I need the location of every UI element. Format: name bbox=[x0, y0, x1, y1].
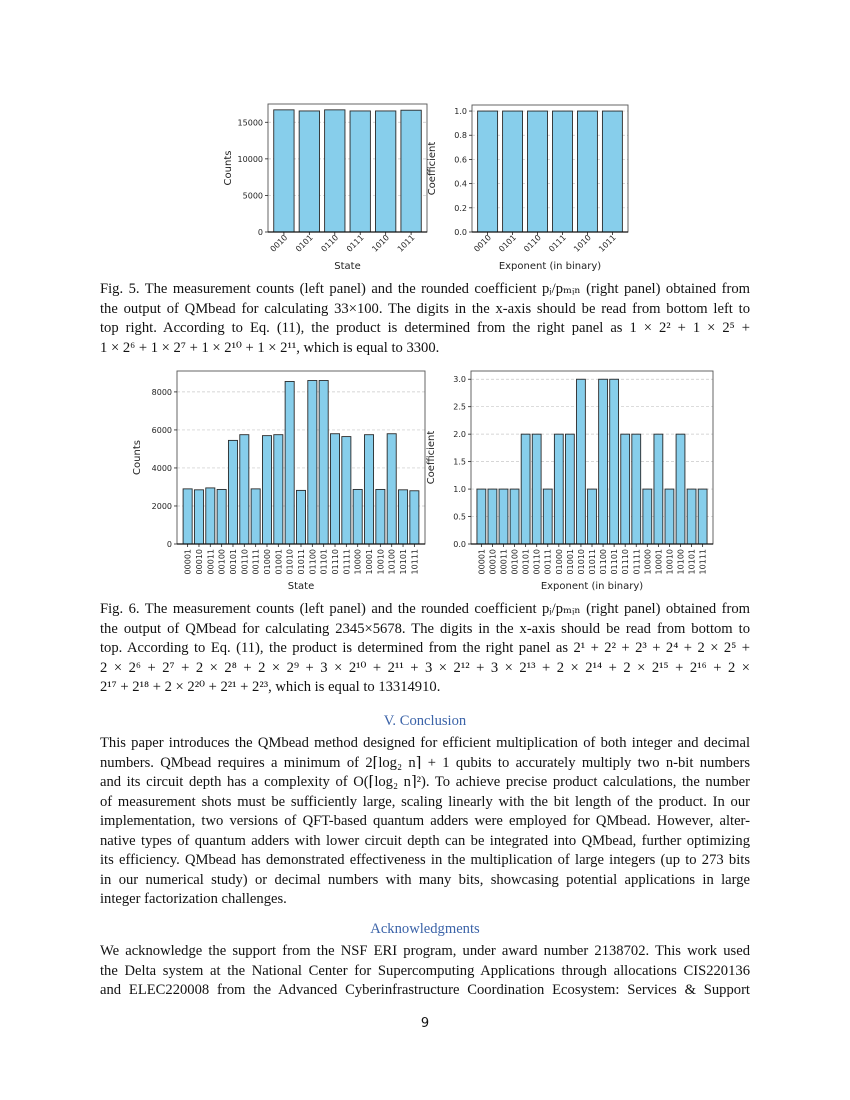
caption-line: 2 × 2⁶ + 2⁷ + 2 × 2⁸ + 2 × 2⁹ + 3 × 2¹⁰ + 2¹¹ + 3 × 2¹² + 3 × 2¹³ + 2 × 2¹⁴ + 2 × 2¹⁵ + 2¹⁶ + 2 × bbox=[100, 659, 750, 676]
caption-line: Fig. 5. The measurement counts (left panel) and the rounded coefficient pᵢ/pₘᵢₙ (right panel) obtained from bbox=[100, 281, 750, 297]
body-line: implementation, two versions of QFT-based quantum adders were employed for QMbead. However, alter- bbox=[100, 813, 750, 829]
x-tick-label: 0010 bbox=[268, 233, 290, 254]
bar-01111 bbox=[632, 434, 641, 544]
x-tick-label: 10100 bbox=[676, 549, 686, 575]
conclusion-body bbox=[100, 734, 750, 910]
x-axis-label: Exponent (in binary) bbox=[498, 261, 602, 272]
bar-10001 bbox=[654, 434, 663, 544]
y-tick-label: 0 bbox=[166, 540, 172, 549]
x-axis-label: State bbox=[287, 581, 315, 592]
x-tick-label: 0101 bbox=[293, 233, 315, 254]
body-line: native types of quantum adders with lower circuit depth can be integrated into QMbead, further optimizing bbox=[100, 832, 750, 849]
y-axis-label: Coefficient bbox=[426, 430, 437, 485]
x-tick-label: 01000 bbox=[554, 549, 564, 575]
y-tick-label: 0.6 bbox=[454, 155, 467, 165]
conclusion-heading: V. Conclusion bbox=[383, 713, 467, 729]
bar-10100 bbox=[676, 434, 685, 544]
x-tick-label: 00100 bbox=[510, 549, 520, 575]
y-tick-label: 0.0 bbox=[453, 540, 466, 549]
bar-00011 bbox=[499, 489, 508, 544]
x-tick-label: 0110 bbox=[522, 233, 543, 254]
acknowledgments-body bbox=[100, 942, 750, 1001]
bar-00101 bbox=[521, 434, 530, 544]
x-tick-label: 01111 bbox=[632, 549, 642, 575]
bar-10000 bbox=[643, 489, 652, 544]
x-tick-label: 00010 bbox=[488, 549, 498, 575]
x-axis-label: State bbox=[334, 261, 361, 272]
x-tick-label: 10101 bbox=[399, 549, 409, 575]
x-tick-label: 10101 bbox=[687, 549, 697, 575]
x-tick-label: 0101 bbox=[497, 233, 518, 254]
x-tick-label: 0111 bbox=[547, 233, 568, 254]
bar-00001 bbox=[477, 489, 486, 544]
caption-line: top. According to Eq. (11), the product is determined from the right panel as 2¹ + 2² + 2³ + 2⁴ + 2 × 2⁵ + bbox=[100, 640, 750, 656]
x-tick-label: 0010 bbox=[472, 233, 494, 254]
bar-01101 bbox=[610, 379, 619, 544]
body-line: numbers. QMbead requires a minimum of 2⌈log₂ n⌉ + 1 qubits to accurately multiply two n-bit numbers bbox=[100, 754, 750, 771]
x-tick-label: 01000 bbox=[262, 549, 272, 575]
caption-line: the output of QMbead for calculating 2345×5678. The digits in the x-axis should be read from bottom to bbox=[100, 620, 750, 637]
y-tick-label: 2.0 bbox=[453, 430, 466, 440]
x-tick-label: 10111 bbox=[698, 549, 708, 575]
x-tick-label: 00101 bbox=[228, 549, 238, 575]
y-tick-label: 5000 bbox=[242, 191, 263, 201]
y-tick-label: 10000 bbox=[237, 154, 263, 164]
y-tick-label: 0 bbox=[257, 228, 263, 237]
x-tick-label: 10000 bbox=[643, 549, 653, 575]
y-axis-label: Counts bbox=[223, 150, 234, 186]
bar-00010 bbox=[488, 489, 497, 544]
x-axis-label: Exponent (in binary) bbox=[540, 581, 644, 592]
x-tick-label: 01101 bbox=[319, 549, 329, 575]
bar-01010 bbox=[577, 379, 586, 544]
x-tick-label: 01010 bbox=[576, 549, 586, 575]
x-tick-label: 1011 bbox=[395, 233, 417, 254]
y-tick-label: 0.5 bbox=[453, 512, 466, 522]
x-tick-label: 0110 bbox=[319, 233, 341, 254]
caption-line: top right. According to Eq. (11), the product is determined from the right panel as 1 × 2² + 1 × 2⁵ + bbox=[100, 320, 750, 336]
body-line: We acknowledge the support from the NSF ERI program, under award number 2138702. This work used bbox=[100, 943, 750, 959]
x-tick-label: 01111 bbox=[342, 549, 352, 575]
y-tick-label: 2.5 bbox=[453, 402, 466, 412]
x-tick-label: 01010 bbox=[285, 549, 295, 575]
acknowledgments-heading: Acknowledgments bbox=[370, 921, 480, 937]
y-tick-label: 0.2 bbox=[454, 203, 467, 213]
x-tick-label: 01011 bbox=[297, 549, 306, 575]
x-tick-label: 00110 bbox=[240, 549, 250, 575]
x-tick-label: 00110 bbox=[532, 549, 542, 575]
x-tick-label: 01100 bbox=[599, 549, 609, 575]
bar-01100 bbox=[599, 379, 608, 544]
x-tick-label: 00010 bbox=[194, 549, 204, 575]
figure-6-caption bbox=[100, 600, 750, 698]
y-axis-label: Counts bbox=[132, 440, 143, 475]
x-tick-label: 00100 bbox=[217, 549, 227, 575]
y-tick-label: 3.0 bbox=[453, 375, 466, 385]
bar-00110 bbox=[532, 434, 541, 544]
caption-line: 2¹⁷ + 2¹⁸ + 2 × 2²⁰ + 2²¹ + 2²³, which is equal to 13314910. bbox=[100, 679, 441, 695]
x-tick-label: 00111 bbox=[251, 549, 261, 575]
x-tick-label: 0111 bbox=[344, 233, 366, 254]
y-tick-label: 8000 bbox=[151, 387, 172, 397]
page-number: 9 bbox=[420, 1016, 430, 1031]
body-line: the Delta system at the National Center for Supercomputing Applications through allocations CIS220136 bbox=[100, 962, 750, 979]
bar-10101 bbox=[687, 489, 696, 544]
bar-00100 bbox=[510, 489, 519, 544]
body-line: in our numerical study) or decimal numbers with many bits, showcasing potential applications in large bbox=[100, 871, 750, 888]
bar-00111 bbox=[543, 489, 552, 544]
x-tick-label: 01100 bbox=[308, 549, 318, 575]
x-tick-label: 00001 bbox=[183, 549, 193, 575]
y-tick-label: 0.4 bbox=[454, 179, 467, 189]
x-tick-label: 01110 bbox=[621, 549, 631, 575]
body-line: its efficiency. QMbead has demonstrated effectiveness in the multiplication of large integers (up to 273 bits bbox=[100, 852, 750, 868]
x-tick-label: 10111 bbox=[410, 549, 420, 575]
y-tick-label: 1.5 bbox=[453, 457, 466, 467]
body-line: integer factorization challenges. bbox=[100, 891, 287, 907]
x-tick-label: 10100 bbox=[387, 549, 397, 575]
body-line: and its circuit depth has a complexity of O(⌈log₂ n⌉²). To achieve precise product calculations, the number bbox=[100, 774, 750, 790]
x-tick-label: 01101 bbox=[610, 549, 620, 575]
x-tick-label: 00011 bbox=[499, 549, 509, 575]
bar-01011 bbox=[588, 489, 597, 544]
x-tick-label: 00011 bbox=[206, 549, 216, 575]
x-tick-label: 00101 bbox=[521, 549, 531, 575]
y-tick-label: 0.8 bbox=[454, 131, 467, 141]
x-tick-label: 01011 bbox=[588, 549, 597, 575]
x-tick-label: 10001 bbox=[365, 549, 375, 575]
x-tick-label: 00111 bbox=[543, 549, 553, 575]
x-tick-label: 01001 bbox=[565, 549, 575, 575]
x-tick-label: 00001 bbox=[477, 549, 487, 575]
caption-line: Fig. 6. The measurement counts (left panel) and the rounded coefficient pᵢ/pₘᵢₙ (right panel) obtained from bbox=[100, 601, 750, 617]
body-line: and ELEC220008 from the Advanced Cyberinfrastructure Coordination Ecosystem: Services & Support bbox=[100, 982, 750, 998]
y-tick-label: 15000 bbox=[237, 118, 263, 128]
bar-01000 bbox=[554, 434, 563, 544]
x-tick-label: 1011 bbox=[597, 233, 618, 254]
y-tick-label: 1.0 bbox=[454, 107, 467, 117]
body-line: This paper introduces the QMbead method designed for efficient multiplication of both integer and decimal bbox=[100, 735, 750, 751]
body-line: of measurement shots must be sufficiently large, scaling linearly with the bit length of the product. In our bbox=[100, 793, 750, 810]
x-tick-label: 10010 bbox=[665, 549, 675, 575]
bar-01001 bbox=[565, 434, 574, 544]
x-tick-label: 10010 bbox=[376, 549, 386, 575]
y-tick-label: 2000 bbox=[151, 501, 172, 511]
caption-line: the output of QMbead for calculating 33×100. The digits in the x-axis should be read from bottom left to bbox=[100, 300, 750, 317]
bar-10010 bbox=[665, 489, 674, 544]
bar-10111 bbox=[698, 489, 707, 544]
x-tick-label: 10001 bbox=[654, 549, 664, 575]
x-tick-label: 01110 bbox=[331, 549, 341, 575]
x-tick-label: 1010 bbox=[370, 233, 392, 254]
caption-line: 1 × 2⁶ + 1 × 2⁷ + 1 × 2¹⁰ + 1 × 2¹¹, which is equal to 3300. bbox=[100, 339, 440, 356]
x-tick-label: 01001 bbox=[274, 549, 284, 575]
y-tick-label: 1.0 bbox=[453, 485, 466, 495]
y-tick-label: 6000 bbox=[151, 425, 172, 435]
x-tick-label: 10000 bbox=[353, 549, 363, 575]
y-tick-label: 4000 bbox=[151, 463, 172, 473]
y-tick-label: 0.0 bbox=[454, 228, 467, 237]
bar-01110 bbox=[621, 434, 630, 544]
x-tick-label: 1010 bbox=[572, 233, 593, 254]
y-axis-label: Coefficient bbox=[427, 141, 438, 196]
